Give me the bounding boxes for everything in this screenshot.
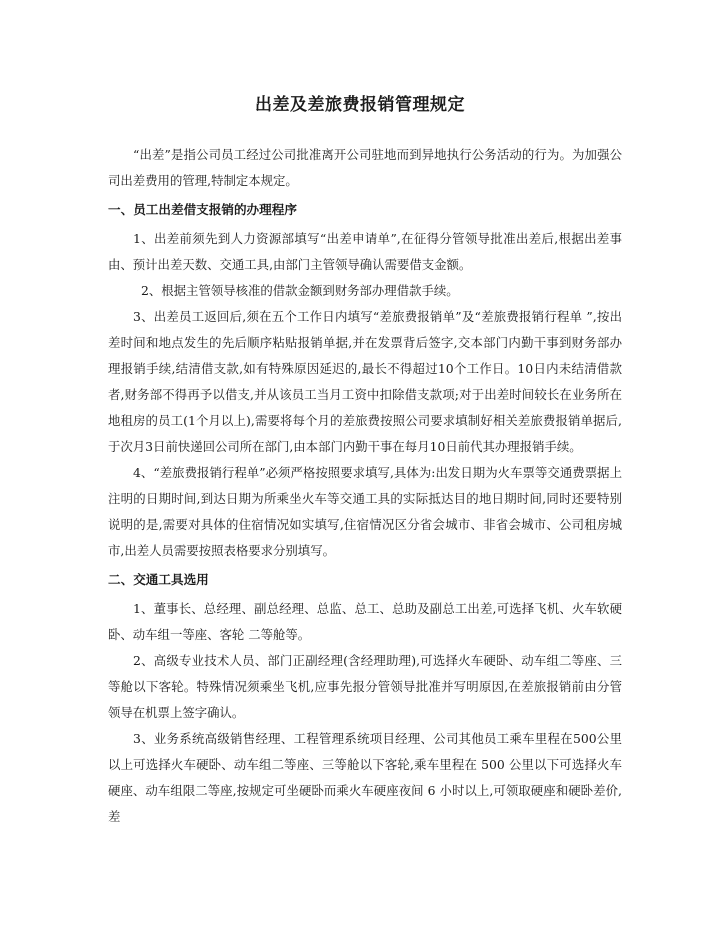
section-1-item-3: 3、出差员工返回后,须在五个工作日内填写“差旅费报销单”及“差旅费报销行程单 ”,按出差时间和地点发生的先后顺序粘贴报销单据,并在发票背后签字,交本部门内勤干事到财务部办理报销手续,结清借支款,如有特殊原因延迟的,最长不得超过10个工作日。10日内未结清借款者,财务部不得再予以借支,并从该员工当月工资中扣除借支款项;对于出差时间较长在业务所在地租房的员工(1个月以上),需要将每个月的差旅费按照公司要求填制好相关差旅费报销单据后,于次月3日前快递回公司所在部门,由本部门内勤干事在每月10日前代其办理报销手续。 [108,309,622,454]
section-2-heading: 二、交通工具选用 [108,572,209,587]
intro-paragraph: “出差”是指公司员工经过公司批准离开公司驻地而到异地执行公务活动的行为。为加强公司出差费用的管理,特制定本规定。 [108,147,622,188]
section-2-item-3: 3、业务系统高级销售经理、工程管理系统项目经理、公司其他员工乘车里程在500公里以上可选择火车硬卧、动车组二等座、三等舱以下客轮,乘车里程在 500 公里以下可选择火车硬座、动车组限二等座,按规定可坐硬卧而乘火车硬座夜间 6 小时以上,可领取硬座和硬卧差价,差 [108,731,622,824]
section-1-item-2: 2、根据主管领导核准的借款金额到财务部办理借款手续。 [141,283,459,298]
section-2-item-2: 2、高级专业技术人员、部门正副经理(含经理助理),可选择火车硬卧、动车组二等座、三等舱以下客轮。特殊情况须乘坐飞机,应事先报分管领导批准并写明原因,在差旅报销前由分管领导在机票上签字确认。 [108,653,622,720]
section-1-item-4: 4、“差旅费报销行程单”必须严格按照要求填写,具体为:出发日期为火车票等交通费票据上注明的日期时间,到达日期为所乘坐火车等交通工具的实际抵达目的地日期时间,同时还要特别说明的是,需要对具体的住宿情况如实填写,住宿情况区分省会城市、非省会城市、公司租房城市,出差人员需要按照表格要求分别填写。 [108,465,622,558]
section-2-item-1: 1、董事长、总经理、副总经理、总监、总工、总助及副总工出差,可选择飞机、火车软硬卧、动车组一等座、客轮 二等舱等。 [108,601,622,642]
section-1-item-1: 1、出差前须先到人力资源部填写“出差申请单”,在征得分管领导批准出差后,根据出差事由、预计出差天数、交通工具,由部门主管领导确认需要借支金额。 [108,231,622,272]
section-1-heading: 一、员工出差借支报销的办理程序 [108,202,297,217]
document-body [108,142,622,830]
document-title: 出差及差旅费报销管理规定 [255,95,465,115]
